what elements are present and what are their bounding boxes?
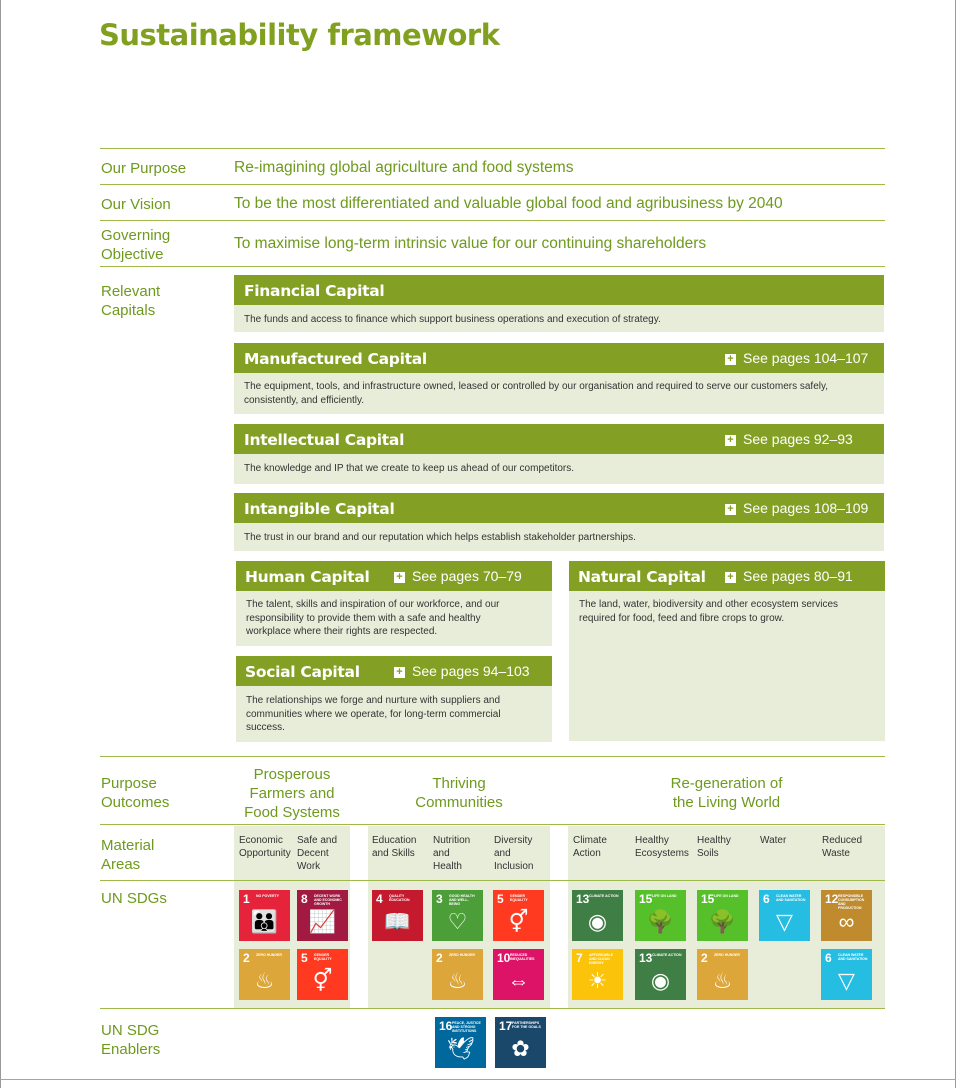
sdg-icon: ♨ [254, 968, 275, 993]
sdg-2-tile [239, 949, 290, 1000]
sdg-12-tile [821, 890, 872, 941]
capitals-label-line: Relevant [101, 283, 161, 300]
sdg-icon: 📈 [308, 909, 337, 934]
enablers-label-line: Enablers [101, 1041, 161, 1058]
capital-name: Manufactured Capital [244, 350, 427, 368]
material-line: Nutrition [433, 835, 471, 846]
sdg-title: REDUCED INEQUALITIES [510, 953, 535, 961]
sdg-title: DECENT WORK AND ECONOMIC GROWTH [314, 894, 342, 906]
purpose-label: Our Purpose [101, 160, 187, 177]
divider [100, 880, 885, 881]
capital-description: The funds and access to finance which support business operations and execution of strategy. [234, 305, 884, 332]
divider [100, 756, 885, 757]
see-pages-text: See pages 94–103 [412, 663, 530, 679]
outcome-line: Farmers and [249, 785, 335, 802]
material-climate [573, 834, 607, 860]
sdg-title: ZERO HUNGER [449, 953, 475, 957]
capital-description: The land, water, biodiversity and other ecosystem services required for food, feed and fibre crops to grow. [569, 591, 885, 741]
see-pages-text: See pages 70–79 [412, 568, 522, 584]
divider [100, 266, 885, 267]
see-pages-link[interactable] [725, 350, 868, 366]
financial-capital-card [234, 275, 884, 332]
material-line: Ecosystems [635, 848, 689, 859]
sdg-title: CLEAN WATER AND SANITATION [776, 894, 806, 902]
plus-icon: + [394, 667, 405, 678]
sdg-3-tile [432, 890, 483, 941]
outcome-line: Prosperous [253, 766, 331, 783]
material-line: and [494, 848, 511, 859]
outcome-prosperous [234, 765, 350, 822]
material-label-line: Areas [101, 856, 141, 873]
sdg-title: CLIMATE ACTION [589, 894, 619, 898]
sdg-icon: ♡ [447, 909, 468, 934]
sdg-title: CLIMATE ACTION [652, 953, 682, 957]
material-line: Inclusion [494, 861, 534, 872]
sdg-icon: ⇔ [507, 968, 530, 993]
material-nutrition [433, 834, 470, 873]
material-line: Action [573, 848, 601, 859]
sdg-1-tile [239, 890, 290, 941]
page-title: Sustainability framework [99, 18, 500, 52]
capital-header [234, 424, 884, 454]
plus-icon: + [725, 354, 736, 365]
sdg-number: 6 [825, 951, 832, 965]
sdg-number: 1 [243, 892, 250, 906]
material-line: Healthy [697, 835, 731, 846]
sdg-2-tile [697, 949, 748, 1000]
material-label [101, 836, 154, 874]
see-pages-text: See pages 92–93 [743, 431, 853, 447]
capital-header [234, 343, 884, 373]
sdg-icon: 🕊 [446, 1036, 475, 1061]
outcome-line: the Living World [672, 794, 781, 811]
sdg-title: QUALITY EDUCATION [389, 894, 410, 902]
see-pages-link[interactable] [725, 500, 868, 516]
material-soils [697, 834, 731, 860]
sdg-icon: ✿ [511, 1036, 530, 1061]
sdg-number: 4 [376, 892, 383, 906]
material-safe [297, 834, 337, 873]
capital-header [236, 561, 552, 591]
capital-name: Human Capital [245, 568, 370, 586]
outcome-line: Re-generation of [670, 775, 783, 792]
natural-capital-card [569, 561, 885, 741]
capitals-label [101, 282, 160, 320]
plus-icon: + [394, 572, 405, 583]
sdg-number: 5 [497, 892, 504, 906]
sdg-17-tile [495, 1017, 546, 1068]
material-line: Healthy [635, 835, 669, 846]
sdg-number: 2 [243, 951, 250, 965]
sdg-number: 3 [436, 892, 443, 906]
sdg-13-tile [572, 890, 623, 941]
sdg-5-tile [493, 890, 544, 941]
material-line: Work [297, 861, 321, 872]
outcomes-label-line: Purpose [101, 775, 157, 792]
sdg-number: 13 [576, 892, 590, 906]
capital-description: The equipment, tools, and infrastructure owned, leased or controlled by our organisation and required to serve our customers safely, consistently, and efficiently. [234, 373, 884, 414]
sdg-8-tile [297, 890, 348, 941]
objective-label [101, 226, 170, 264]
capital-description: The knowledge and IP that we create to keep us ahead of our competitors. [234, 454, 884, 484]
outcome-regeneration [568, 774, 885, 812]
see-pages-link[interactable] [725, 431, 853, 447]
sdg-title: GENDER EQUALITY [314, 953, 332, 961]
sdg-number: 15 [639, 892, 653, 906]
manufactured-capital-card [234, 343, 884, 414]
capital-name: Natural Capital [578, 568, 706, 586]
sdg-number: 15 [701, 892, 715, 906]
capital-description: The trust in our brand and our reputation which helps establish stakeholder partnerships. [234, 523, 884, 551]
material-line: and Skills [372, 848, 415, 859]
sdg-title: GOOD HEALTH AND WELL-BEING [449, 894, 475, 906]
material-line: Health [433, 861, 462, 872]
sdg-number: 6 [763, 892, 770, 906]
sdg-number: 8 [301, 892, 308, 906]
sdg-icon: 👪 [250, 909, 279, 934]
sdg-5-tile [297, 949, 348, 1000]
sdg-icon: ◉ [650, 968, 671, 993]
material-line: Soils [697, 848, 719, 859]
bottom-divider [0, 1079, 956, 1080]
sdg-title: PEACE, JUSTICE AND STRONG INSTITUTIONS [452, 1021, 481, 1033]
see-pages-text: See pages 80–91 [743, 568, 853, 584]
capital-header [234, 275, 884, 305]
sdg-icon: ▽ [776, 909, 793, 934]
outcome-line: Communities [415, 794, 503, 811]
material-line: Safe and [297, 835, 338, 846]
divider [100, 1008, 885, 1009]
plus-icon: + [725, 504, 736, 515]
sdg-title: CLEAN WATER AND SANITATION [838, 953, 868, 961]
capital-description: The relationships we forge and nurture with suppliers and communities where we operate, for long-term commercial success. [236, 686, 552, 742]
divider [100, 148, 885, 149]
material-line: Waste [822, 848, 850, 859]
divider [100, 184, 885, 185]
sdg-6-tile [821, 949, 872, 1000]
sdg-icon: ☀ [587, 968, 608, 993]
sdg-icon: 🌳 [708, 909, 737, 934]
capital-description: The talent, skills and inspiration of our workforce, and our responsibility to provide them with a safe and healthy workplace where their rights are respected. [236, 591, 552, 646]
objective-label-line: Objective [101, 246, 164, 263]
see-pages-link[interactable] [394, 663, 530, 679]
intangible-capital-card [234, 493, 884, 551]
sdg-title: PARTNERSHIPS FOR THE GOALS [512, 1021, 541, 1029]
material-line: Economic [239, 835, 283, 846]
outcome-line: Thriving [432, 775, 486, 792]
enablers-label [101, 1021, 160, 1059]
outcome-thriving [368, 774, 550, 812]
material-line: Reduced [822, 835, 863, 846]
vision-value: To be the most differentiated and valuable global food and agribusiness by 2040 [234, 195, 783, 212]
material-water [760, 834, 786, 847]
material-line: Diversity [494, 835, 533, 846]
material-label-line: Material [101, 837, 155, 854]
material-diversity [494, 834, 533, 873]
material-line: Opportunity [239, 848, 291, 859]
material-line: Water [760, 835, 787, 846]
see-pages-text: See pages 104–107 [743, 350, 869, 366]
objective-label-line: Governing [101, 227, 171, 244]
intellectual-capital-card [234, 424, 884, 484]
plus-icon: + [725, 435, 736, 446]
see-pages-link[interactable] [725, 568, 853, 584]
outcomes-label [101, 774, 169, 812]
material-ecosystems [635, 834, 689, 860]
sdg-13-tile [635, 949, 686, 1000]
sdg-6-tile [759, 890, 810, 941]
sdg-icon: ∞ [838, 909, 855, 934]
divider [100, 220, 885, 221]
sdg-number: 5 [301, 951, 308, 965]
sdg-title: AFFORDABLE AND CLEAN ENERGY [589, 953, 614, 965]
vision-label: Our Vision [101, 196, 171, 213]
sdg-number: 2 [436, 951, 443, 965]
sdg-2-tile [432, 949, 483, 1000]
sdg-icon: 🌳 [646, 909, 675, 934]
sdg-title: ZERO HUNGER [256, 953, 282, 957]
sdg-15-tile [697, 890, 748, 941]
sdg-icon: 📖 [383, 909, 412, 934]
social-capital-card [236, 656, 552, 742]
divider [100, 824, 885, 825]
material-line: and [433, 848, 450, 859]
capital-header [236, 656, 552, 686]
plus-icon: + [725, 572, 736, 583]
material-line: Education [372, 835, 417, 846]
material-education [372, 834, 416, 860]
sdg-number: 10 [497, 951, 511, 965]
sdg-icon: ⚥ [508, 909, 529, 934]
sdg-number: 16 [439, 1019, 453, 1033]
capital-header [234, 493, 884, 523]
see-pages-link[interactable] [394, 568, 522, 584]
sdg-title: LIFE ON LAND [652, 894, 677, 898]
sdg-icon: ⚥ [312, 968, 333, 993]
sdg-number: 7 [576, 951, 583, 965]
sdg-number: 13 [639, 951, 653, 965]
sdg-icon: ▽ [838, 968, 855, 993]
capital-name: Social Capital [245, 663, 360, 681]
capitals-label-line: Capitals [101, 302, 156, 319]
sdg-number: 12 [825, 892, 839, 906]
sdgs-label: UN SDGs [101, 890, 167, 907]
page-border-left [0, 0, 1, 1088]
sdg-number: 17 [499, 1019, 513, 1033]
human-capital-card [236, 561, 552, 646]
outcome-line: Food Systems [244, 804, 340, 821]
capital-name: Intellectual Capital [244, 431, 405, 449]
enablers-label-line: UN SDG [101, 1022, 160, 1039]
material-line: Decent [297, 848, 329, 859]
objective-value: To maximise long-term intrinsic value for our continuing shareholders [234, 235, 707, 252]
sdg-title: LIFE ON LAND [714, 894, 739, 898]
sdg-7-tile [572, 949, 623, 1000]
sdg-number: 2 [701, 951, 708, 965]
sdg-icon: ♨ [447, 968, 468, 993]
material-economic [239, 834, 291, 860]
sdg-title: GENDER EQUALITY [510, 894, 528, 902]
sdg-4-tile [372, 890, 423, 941]
sdg-16-tile [435, 1017, 486, 1068]
sdg-15-tile [635, 890, 686, 941]
capital-header [569, 561, 885, 591]
material-line: Climate [573, 835, 607, 846]
capital-name: Financial Capital [244, 282, 385, 300]
sdg-title: NO POVERTY [256, 894, 279, 898]
purpose-value: Re-imagining global agriculture and food systems [234, 159, 574, 176]
sdg-10-tile [493, 949, 544, 1000]
see-pages-text: See pages 108–109 [743, 500, 869, 516]
capital-name: Intangible Capital [244, 500, 395, 518]
sdg-title: ZERO HUNGER [714, 953, 740, 957]
sdg-icon: ◉ [587, 909, 608, 934]
outcomes-label-line: Outcomes [101, 794, 170, 811]
sdg-icon: ♨ [712, 968, 733, 993]
material-waste [822, 834, 862, 860]
sdg-title: RESPONSIBLE CONSUMPTION AND PRODUCTION [838, 894, 865, 910]
